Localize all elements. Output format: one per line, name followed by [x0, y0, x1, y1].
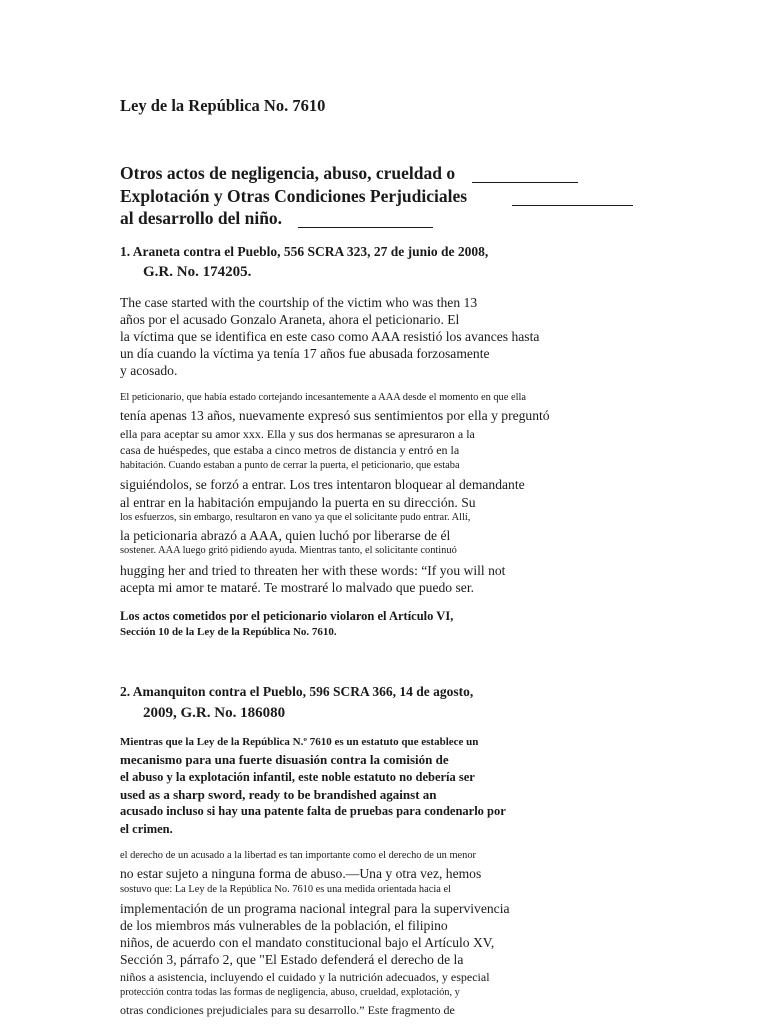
- case1-para2-line-10: sostener. AAA luego gritó pidiendo ayuda. Mientras tanto, el solicitante continuó: [120, 545, 457, 556]
- case2-para-line-3: sostuvo que: La Ley de la República No. 7610 es una medida orientada hacia el: [120, 884, 451, 895]
- case2-para-line-1: el derecho de un acusado a la libertad es tan importante como el derecho de un menor: [120, 850, 477, 861]
- case1-para2-line-6: siguiéndolos, se forzó a entrar. Los tres intentaron bloquear al demandante: [120, 477, 525, 492]
- case2-bold-line-4: used as a sharp sword, ready to be brandished against an: [120, 787, 437, 802]
- case1-para2-line-4: casa de huéspedes, que estaba a cinco metros de distancia y entró en la: [120, 443, 460, 457]
- case2-bold-line-3: el abuso y la explotación infantil, este noble estatuto no debería ser: [120, 770, 475, 784]
- case2-bold-line-6: el crimen.: [120, 822, 173, 836]
- case1-para2-line-5: habitación. Cuando estaban a punto de cerrar la puerta, el peticionario, que estaba: [120, 460, 460, 471]
- case1-para2-line-11: hugging her and tried to threaten her with these words: “If you will not: [120, 563, 506, 578]
- case2-bold-line-5: acusado incluso si hay una patente falta de pruebas para condenarlo por: [120, 804, 506, 818]
- case1-heading-line-2: G.R. No. 174205.: [143, 264, 252, 280]
- case2-para-line-7: Sección 3, párrafo 2, que "El Estado defenderá el derecho de la: [120, 952, 464, 967]
- heading-underline-3: [298, 227, 433, 228]
- case1-para2-line-12: acepta mi amor te mataré. Te mostraré lo malvado que puedo ser.: [120, 580, 474, 595]
- case1-para2-line-1: El peticionario, que había estado cortejando incesantemente a AAA desde el momento en que ella: [120, 392, 526, 403]
- case1-para1-line-5: y acosado.: [120, 363, 178, 378]
- document-title: Ley de la República No. 7610: [120, 96, 326, 115]
- case2-para-line-8: niños a asistencia, incluyendo el cuidado y la nutrición adecuados, y especial: [120, 970, 490, 984]
- case1-para1-line-3: la víctima que se identifica en este caso como AAA resistió los avances hasta: [120, 329, 540, 344]
- case1-conclusion-line-1: Los actos cometidos por el peticionario violaron el Artículo VI,: [120, 609, 454, 623]
- case1-conclusion-line-2: Sección 10 de la Ley de la República No. 7610.: [120, 626, 337, 638]
- section-heading-line-1: Otros actos de negligencia, abuso, crueldad o: [120, 163, 456, 183]
- section-heading-line-3: al desarrollo del niño.: [120, 208, 283, 228]
- case1-para2-line-3: ella para aceptar su amor xxx. Ella y sus dos hermanas se apresuraron a la: [120, 427, 475, 441]
- case2-heading-line-1: 2. Amanquiton contra el Pueblo, 596 SCRA 366, 14 de agosto,: [120, 684, 474, 699]
- case1-para2-line-2: tenía apenas 13 años, nuevamente expresó sus sentimientos por ella y preguntó: [120, 408, 550, 423]
- case2-para-line-6: niños, de acuerdo con el mandato constitucional bajo el Artículo XV,: [120, 935, 495, 950]
- case1-para1-line-4: un día cuando la víctima ya tenía 17 años fue abusada forzosamente: [120, 346, 490, 361]
- case2-para-line-4: implementación de un programa nacional integral para la supervivencia: [120, 901, 510, 916]
- case2-bold-line-2: mecanismo para una fuerte disuasión contra la comisión de: [120, 752, 449, 767]
- case1-para2-line-8: los esfuerzos, sin embargo, resultaron en vano ya que el solicitante pudo entrar. Allí,: [120, 512, 471, 523]
- case2-para-line-10: otras condiciones prejudiciales para su desarrollo.” Este fragmento de: [120, 1003, 455, 1017]
- case1-para1-line-1: The case started with the courtship of the victim who was then 13: [120, 295, 478, 310]
- case2-bold-line-1: Mientras que la Ley de la República N.º 7610 es un estatuto que establece un: [120, 736, 479, 748]
- case2-heading-line-2: 2009, G.R. No. 186080: [143, 705, 286, 721]
- case2-para-line-2: no estar sujeto a ninguna forma de abuso.—Una y otra vez, hemos: [120, 866, 482, 881]
- case1-heading-line-1: 1. Araneta contra el Pueblo, 556 SCRA 323, 27 de junio de 2008,: [120, 244, 489, 259]
- section-heading-line-2: Explotación y Otras Condiciones Perjudiciales: [120, 186, 468, 206]
- heading-underline-1: [472, 182, 578, 183]
- case1-para2-line-9: la peticionaria abrazó a AAA, quien luchó por liberarse de él: [120, 528, 451, 543]
- case2-para-line-9: protección contra todas las formas de negligencia, abuso, crueldad, explotación, y: [120, 987, 460, 998]
- heading-underline-2: [512, 205, 633, 206]
- case1-para2-line-7: al entrar en la habitación empujando la puerta en su dirección. Su: [120, 495, 476, 510]
- case2-para-line-5: de los miembros más vulnerables de la población, el filipino: [120, 918, 448, 933]
- case1-para1-line-2: años por el acusado Gonzalo Araneta, ahora el peticionario. El: [120, 312, 460, 327]
